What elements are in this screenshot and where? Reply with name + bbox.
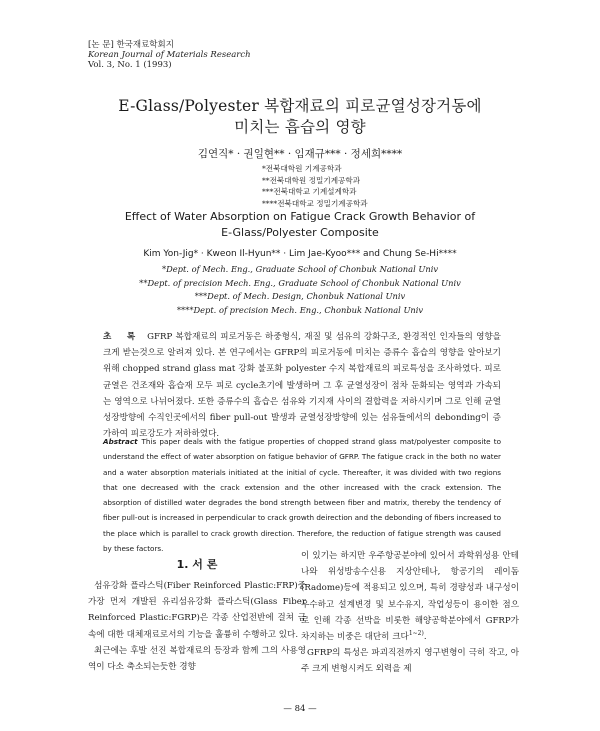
paragraph-text: 섬유강화 플라스틱(Fiber Reinforced Plastic:FRP)중 가장 먼저 개발된 유리섬유강화 플라스틱(Glass Fiber Reinforced Plastic:FGRP)은 각종 산업전반에 걸쳐 금속에 대한 대체재료로서의 기능을 훌륭히 수행하고 있다. (88, 581, 306, 640)
authors-korean: 김연직* · 권일현** · 임재규*** · 정세희**** (197, 148, 403, 160)
affiliations-korean (262, 163, 368, 209)
journal-name-en: Korean Journal of Materials Research (88, 50, 251, 60)
title-korean (0, 96, 600, 138)
abstract-english-label: Abstract (103, 437, 138, 446)
affiliation-korean: *전북대학원 기계공학과 (262, 164, 342, 173)
body-paragraph (301, 645, 519, 677)
reference-marker: 1~2) (408, 630, 424, 638)
journal-header (88, 40, 251, 70)
title-english-line: Effect of Water Absorption on Fatigue Crack Growth Behavior of (124, 210, 476, 223)
abstract-english-text: This paper deals with the fatigue properties of chopped strand glass mat/polyester composite to understand the effect of water absorption on fatigue behavior of GFRP. The fatigue crack in the both no water and a water absorption materials initiated at the initial of cycle. Thereafter, it was divided with two regions that one decreased with the crack extension and the other increased with the crack extension. The absorption of distilled water degrades the bond strength between fiber and matrix, thereby the tendency of fiber pull-out is increased in perpendicular to crack growth deirection and the debonding of fibers increased to the place which is parallel to crack growth direction. Therefore, the reduction of fatigue strength was caused by these factors. (103, 437, 501, 554)
paragraph-end: . (423, 632, 427, 643)
abstract-english (103, 434, 501, 556)
affiliation-korean: ****전북대학교 정밀기계공학과 (262, 198, 368, 208)
page-number: — 84 — (283, 704, 317, 714)
abstract-korean-text: GFRP 복합재료의 피로거동은 하중형식, 재질 및 섬유의 강화구조, 환경적인 인자들의 영향을 크게 받는것으로 알려져 있다. 본 연구에서는 GFRP의 피로거동에 미치는 증류수 흡습의 영향을 알아보기 위해 chopped strand glass mat 강화 불포화 polyester 수지 복합재료의 피로특성을 조사하였다. 피로균열은 건조재와 흡습재 모두 피로 cycle초기에 발생하며 그 후 균열성장이 점차 둔화되는 영역과 가속되는 영역으로 나뉘어졌다. 또한 증류수의 흡습은 섬유와 기지재 사이의 결합력을 저하시키며 그로 인해 균열성장방향에 수직인곳에서의 fiber pull-out 발생과 균열성장방향에 있는 섬유들에서의 debonding이 증가하여 피로강도가 저하하였다. (103, 332, 501, 440)
abstract-korean (103, 329, 501, 442)
paragraph-text: 이 있기는 하지만 우주항공분야에 있어서 과학위성용 안테나와 위성방송수신용 지상안테나, 항공기의 레이돔(Radome)등에 적용되고 있으며, 특히 경량성과 내구성이 우수하고 설계변경 및 보수유지, 작업성등이 용이한 점으로 인해 각종 선박을 비롯한 해양공학분야에서 GFRP가 차지하는 비중은 대단히 크다 (301, 551, 519, 643)
paragraph-text: 최근에는 후발 선진 복합재료의 등장과 함께 그의 사용영역이 다소 축소되는듯한 경향 (88, 645, 306, 673)
body-column-right (301, 548, 519, 678)
title-english (0, 209, 600, 241)
journal-name-ko: [논 문] 한국재료학회지 (88, 40, 174, 50)
affiliation-korean: **전북대학원 정밀기계공학과 (262, 175, 361, 185)
title-korean-line: 미치는 흡습의 영향 (234, 118, 366, 136)
journal-volume: Vol. 3, No. 1 (1993) (88, 60, 172, 70)
title-english-line: E-Glass/Polyester Composite (221, 226, 379, 239)
section-heading: 1. 서 론 (176, 558, 218, 571)
body-column-left (88, 548, 306, 675)
affiliation-english: *Dept. of Mech. Eng., Graduate School of Chonbuk National Univ (161, 264, 439, 274)
affiliation-english: ****Dept. of precision Mech. Eng., Chonbuk National Univ (176, 304, 424, 315)
title-korean-line: E-Glass/Polyester 복합재료의 피로균열성장거동에 (118, 97, 482, 115)
body-paragraph (88, 643, 306, 675)
body-paragraph (88, 578, 306, 643)
affiliation-korean: ***전북대학교 기계설계학과 (262, 187, 357, 196)
affiliations-english (0, 263, 600, 317)
abstract-korean-label: 초 록 (103, 332, 142, 342)
authors-english: Kim Yon-Jig* · Kweon Il-Hyun** · Lim Jae-Kyoo*** and Chung Se-Hi**** (143, 249, 457, 259)
affiliation-english: ***Dept. of Mech. Design, Chonbuk National Univ (194, 291, 406, 302)
paragraph-text: GFRP의 특성은 파괴직전까지 영구변형이 극히 작고, 아주 크게 변형시켜도 외력을 제 (301, 648, 519, 675)
affiliation-english: **Dept. of precision Mech. Eng., Graduate School of Chonbuk National Univ (139, 277, 461, 288)
body-paragraph (301, 548, 519, 645)
